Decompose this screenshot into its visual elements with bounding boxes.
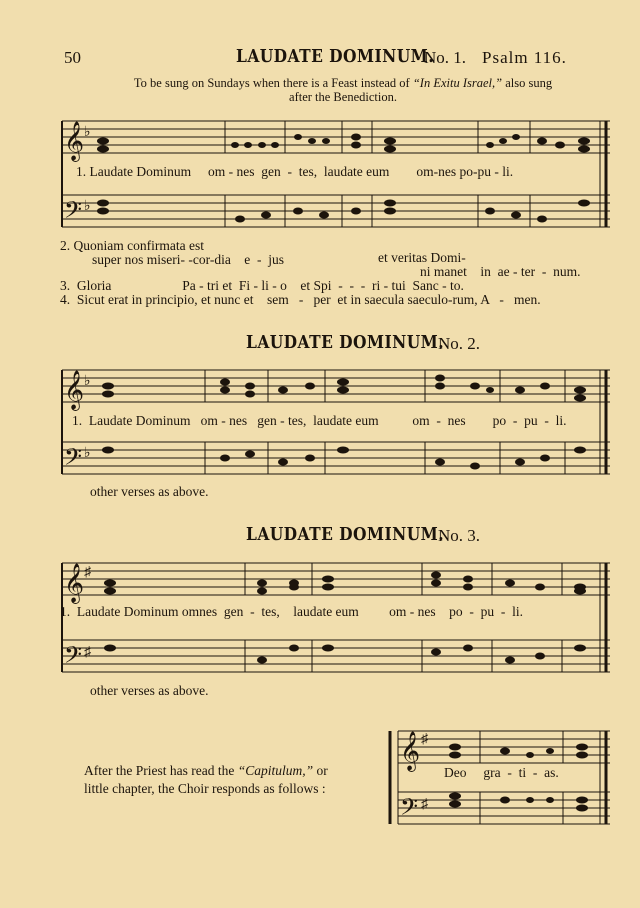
- deo-gratias-lyrics: Deo gra - ti - as.: [444, 765, 559, 780]
- deo-gratias-instruction: [84, 762, 384, 798]
- page-number: 50: [64, 48, 81, 67]
- psalm-reference: Psalm 116.: [482, 48, 567, 67]
- section1-number: No. 1.: [424, 48, 467, 67]
- instruction-text-b: or: [316, 763, 328, 778]
- flat-icon: ♭: [84, 125, 91, 140]
- instruction-line2: little chapter, the Choir responds as follows :: [84, 781, 326, 796]
- bass-clef-icon: 𝄢: [64, 198, 83, 229]
- instruction-text-a: To be sung on Sundays when there is a Feast instead of: [133, 76, 410, 90]
- bass-clef-icon: 𝄢: [400, 795, 419, 826]
- section3-note: other verses as above.: [90, 683, 209, 698]
- treble-clef-icon: 𝄞: [400, 733, 421, 770]
- section2-number: No. 2.: [438, 334, 481, 353]
- sharp-icon: ♯: [421, 797, 428, 812]
- section1-verse3: 3. Gloria Pa - tri et Fi - li - o et Spi - - - ri - tui Sanc - to.: [60, 278, 464, 293]
- section1-verse4: 4. Sicut erat in principio, et nunc et sem - per et in saecula saeculo-rum, A - men.: [60, 292, 541, 307]
- section1-verse2d: ni manet in ae - ter - num.: [420, 264, 581, 279]
- section3-verse1: 1. Laudate Dominum omnes gen - tes, laudate eum om - nes po - pu - li.: [60, 604, 524, 619]
- instruction-quote: “In Exitu Israel,”: [412, 76, 503, 90]
- instruction-line2: after the Benediction.: [289, 90, 397, 104]
- flat-icon: ♭: [84, 374, 91, 389]
- instruction-text-a: After the Priest has read the: [84, 763, 235, 778]
- section3-number: No. 3.: [438, 526, 481, 545]
- sharp-icon: ♯: [84, 565, 91, 580]
- flat-icon: ♭: [84, 446, 91, 461]
- section2-note: other verses as above.: [90, 484, 209, 499]
- section1-verse1: 1. Laudate Dominum om - nes gen - tes, laudate eum om-nes po-pu - li.: [76, 164, 514, 179]
- section2-verse1: 1. Laudate Dominum om - nes gen - tes, laudate eum om - nes po - pu - li.: [72, 413, 567, 428]
- section1-title: LAUDATE DOMINUM.: [236, 46, 435, 67]
- treble-clef-icon: 𝄞: [64, 123, 85, 160]
- treble-clef-icon: 𝄞: [64, 565, 85, 602]
- section1-verse2a: 2. Quoniam confirmata est: [60, 238, 204, 253]
- sharp-icon: ♯: [84, 645, 91, 660]
- section3-title: LAUDATE DOMINUM.: [246, 524, 445, 545]
- section1-verse2c: et veritas Domi-: [378, 250, 466, 265]
- instruction-quote: “Capitulum,”: [237, 763, 314, 778]
- bass-clef-icon: 𝄢: [64, 445, 83, 476]
- sharp-icon: ♯: [421, 732, 428, 747]
- bass-clef-icon: 𝄢: [64, 643, 83, 674]
- instruction-text-b: also sung: [505, 76, 553, 90]
- treble-clef-icon: 𝄞: [64, 372, 85, 409]
- section2-title: LAUDATE DOMINUM.: [246, 332, 445, 353]
- section1-verse2b: super nos miseri- -cor-dia e - jus: [92, 252, 285, 267]
- flat-icon: ♭: [84, 199, 91, 214]
